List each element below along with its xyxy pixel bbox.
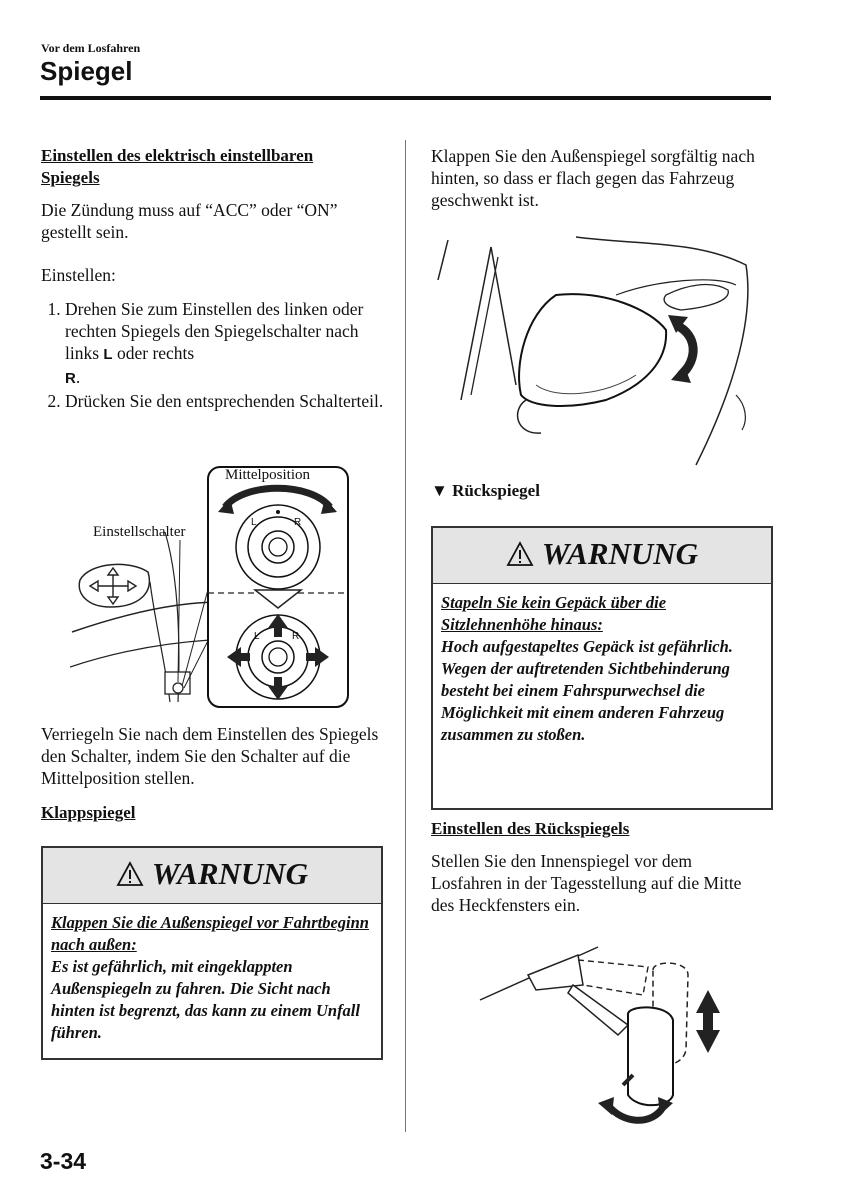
warning-underlined-2: Stapeln Sie kein Gepäck über die Sitzlehnenhöhe hinaus: — [441, 592, 667, 634]
warning-triangle-icon — [116, 851, 144, 903]
label-center-position: Mittelposition — [225, 467, 311, 483]
right-key-label: R — [65, 370, 76, 387]
knob-label-r-lower: R — [292, 631, 300, 642]
warning-box-luggage — [431, 526, 773, 810]
warning-title: WARNUNG — [151, 856, 309, 891]
folded-mirror-illustration — [436, 235, 756, 470]
step-2: 2. Drücken Sie den entsprechenden Schalterteil. — [65, 390, 386, 412]
page-number: 3-34 — [40, 1148, 87, 1174]
rear-mirror-heading — [431, 481, 540, 501]
step-1 — [65, 298, 386, 390]
warning-underlined: Klappen Sie die Außenspiegel vor Fahrtbeginn nach außen: — [51, 912, 369, 954]
adjust-label: Einstellen: — [41, 265, 116, 285]
warning-header — [43, 848, 381, 904]
triangle-down-icon: ▼ — [431, 481, 448, 500]
column-divider — [405, 140, 406, 1132]
warning-triangle-icon-2 — [506, 531, 534, 583]
warning-body-2 — [433, 584, 771, 756]
heading-electric-mirror: Einstellen des elektrisch einstellbaren Spiegels — [41, 146, 314, 187]
warning-header-2 — [433, 528, 771, 584]
adjust-rear-text: Stellen Sie den Innenspiegel vor dem Losfahren in der Tagesstellung auf die Mitte des Heckfensters ein. — [431, 851, 742, 915]
knob-label-r: R — [294, 517, 302, 528]
page-title: Spiegel — [40, 56, 133, 86]
rear-mirror-heading-text: Rückspiegel — [452, 481, 540, 500]
step-1-text: Drehen Sie zum Einstellen des linken oder rechten Spiegels den Spiegelschalter nach links — [65, 299, 364, 363]
step-1-end: . — [75, 367, 81, 387]
label-adjust-switch: Einstellschalter — [93, 524, 186, 540]
heading-folding-mirror: Klappspiegel — [41, 803, 136, 822]
mirror-switch-illustration — [70, 462, 360, 712]
rear-mirror-illustration — [478, 945, 738, 1130]
heading-adjust-rear-mirror: Einstellen des Rückspiegels — [431, 819, 630, 838]
warning-text: Es ist gefährlich, mit eingeklappten Außenspiegeln zu fahren. Die Sicht nach hinten ist begrenzt, das kann zu einem Unfall führen. — [51, 956, 360, 1042]
knob-label-l-lower: L — [254, 631, 260, 642]
warning-text-2: Hoch aufgestapeltes Gepäck ist gefährlich. Wegen der auftretenden Sichtbehinderung besteht bei einem Fahrspurwechsel die Möglichkeit mit einem anderen Fahrzeug zusammen zu stoßen. — [441, 636, 733, 744]
warning-body — [43, 904, 381, 1054]
header-rule — [40, 96, 771, 100]
lock-text: Verriegeln Sie nach dem Einstellen des Spiegels den Schalter, indem Sie den Schalter auf die Mittelposition stellen. — [41, 724, 379, 788]
ignition-text: Die Zündung muss auf “ACC” oder “ON” gestellt sein. — [41, 200, 338, 242]
knob-label-l: L — [251, 517, 257, 528]
step-1-mid: oder rechts — [116, 343, 195, 363]
steps-list — [41, 298, 386, 412]
warning-box-fold — [41, 846, 383, 1060]
fold-text: Klappen Sie den Außenspiegel sorgfältig nach hinten, so dass er flach gegen das Fahrzeug geschwenkt ist. — [431, 146, 755, 210]
section-title: Vor dem Losfahren — [41, 41, 141, 55]
warning-title-2: WARNUNG — [541, 536, 699, 571]
left-key-label: L — [103, 346, 113, 363]
